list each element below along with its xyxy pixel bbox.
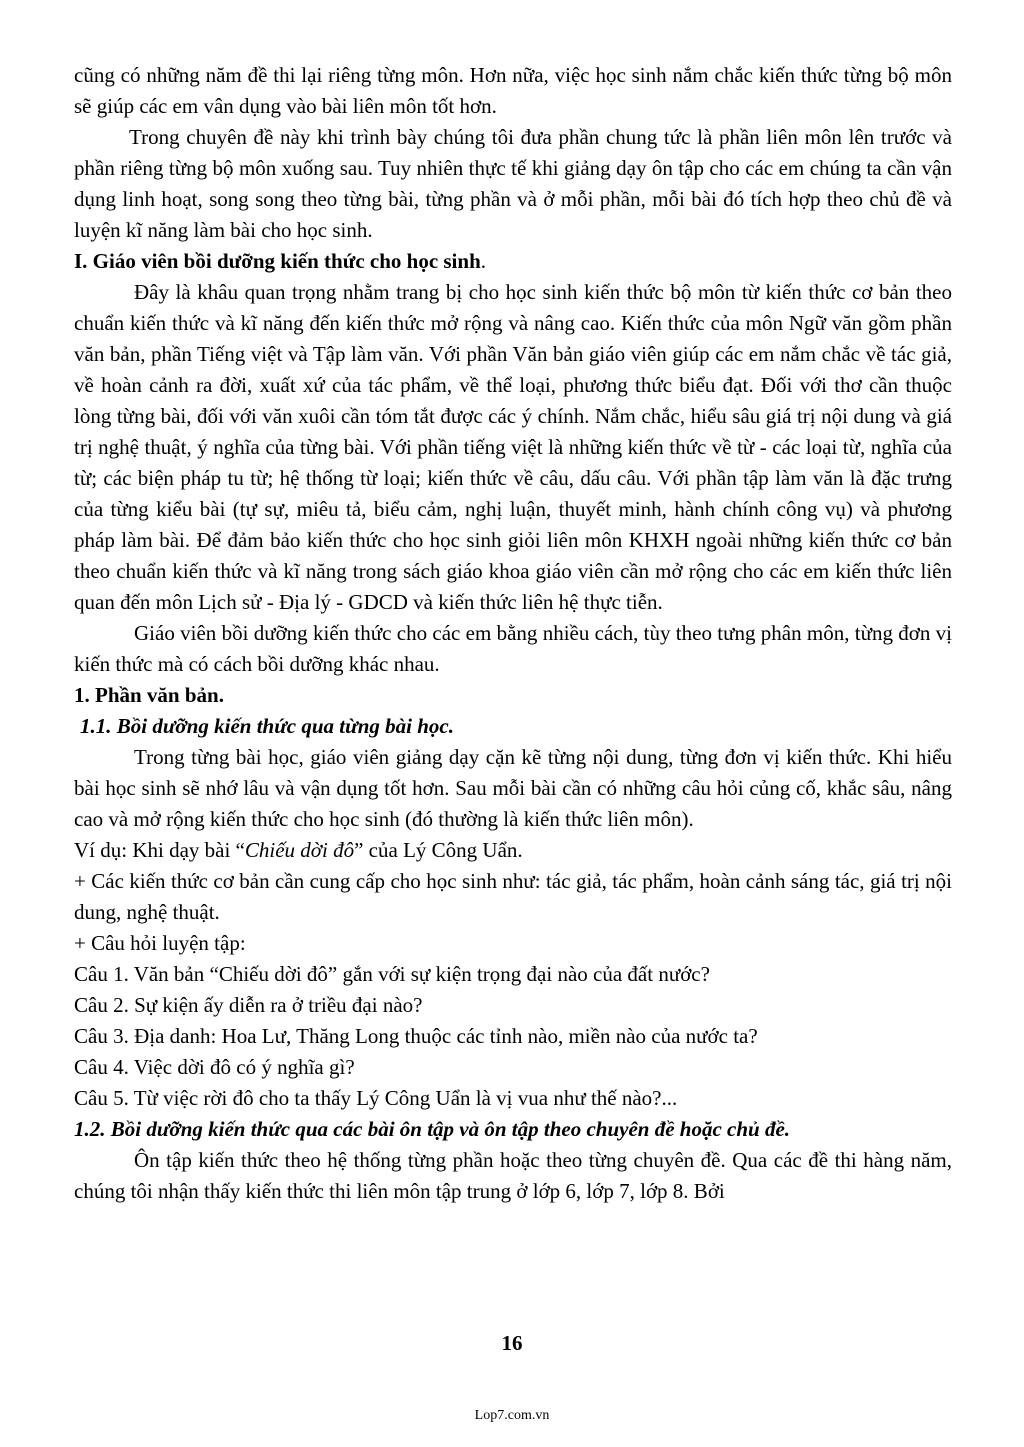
paragraph-review: Ôn tập kiến thức theo hệ thống từng phần hoặc theo từng chuyên đề. Qua các đề thi hàng năm, chúng tôi nhận thấy kiến thức thi liên môn tập trung ở lớp 6, lớp 7, lớp 8. Bởi: [74, 1148, 952, 1203]
paragraph-knowledge: Đây là khâu quan trọng nhằm trang bị cho học sinh kiến thức bộ môn từ kiến thức cơ bản theo chuẩn kiến thức và kĩ năng đến kiến thức mở rộng và nâng cao. Kiến thức của môn Ngữ văn gồm phần văn bản, phần Tiếng việt và Tập làm văn. Với phần Văn bản giáo viên giúp các em nắm chắc về tác giả, về hoàn cảnh ra đời, xuất xứ của tác phẩm, về thể loại, phương thức biểu đạt. Đối với thơ cần thuộc lòng từng bài, đối với văn xuôi cần tóm tắt được các ý chính. Nắm chắc, hiểu sâu giá trị nội dung và giá trị nghệ thuật, ý nghĩa của từng bài. Với phần tiếng việt là những kiến thức về từ - các loại từ, nghĩa của từ; các biện pháp tu từ; hệ thống từ loại; kiến thức về câu, dấu câu. Với phần tập làm văn là đặc trưng của từng kiểu bài (tự sự, miêu tả, biểu cảm, nghị luận, thuyết minh, hành chính công vụ) và phương pháp làm bài. Để đảm bảo kiến thức cho học sinh giỏi liên môn KHXH ngoài những kiến thức cơ bản theo chuẩn kiến thức và kĩ năng trong sách giáo khoa giáo viên cần mở rộng cho các em kiến thức liên quan đến môn Lịch sử - Địa lý - GDCD và kiến thức liên hệ thực tiễn.: [74, 280, 952, 614]
question-item: Câu 2. Sự kiện ấy diễn ra ở triều đại nào?: [74, 993, 423, 1017]
question-item: Câu 4. Việc dời đô có ý nghĩa gì?: [74, 1055, 355, 1079]
paragraph-practice-questions: + Câu hỏi luyện tập:: [74, 931, 246, 955]
example-title: Chiếu dời đô: [244, 838, 355, 862]
example-suffix: ” của Lý Công Uẩn.: [354, 838, 523, 862]
paragraph-structure: Trong chuyên đề này khi trình bày chúng tôi đưa phần chung tức là phần liên môn lên trước và phần riêng từng bộ môn xuống sau. Tuy nhiên thực tế khi giảng dạy ôn tập cho các em chúng ta cần vận dụng linh hoạt, song song theo từng bài, từng phần và ở mỗi phần, mỗi bài đó tích hợp theo chủ đề và luyện kĩ năng làm bài cho học sinh.: [74, 125, 952, 242]
document-body: [74, 60, 952, 1207]
section-heading-i-period: .: [480, 249, 487, 273]
section-heading-1-2: 1.2. Bồi dưỡng kiến thức qua các bài ôn tập và ôn tập theo chuyên đề hoặc chủ đề.: [74, 1117, 791, 1141]
question-item: Câu 1. Văn bản “Chiếu dời đô” gắn với sự kiện trọng đại nào của đất nước?: [74, 962, 710, 986]
paragraph-methods: Giáo viên bồi dưỡng kiến thức cho các em bằng nhiều cách, tùy theo tưng phân môn, từng đơn vị kiến thức mà có cách bồi dưỡng khác nhau.: [74, 621, 952, 676]
question-item: Câu 5. Từ việc rời đô cho ta thấy Lý Công Uẩn là vị vua như thế nào?...: [74, 1086, 678, 1110]
section-heading-i: [74, 246, 952, 277]
example-line: [74, 835, 952, 866]
footer-source: Lop7.com.vn: [474, 1408, 550, 1423]
section-heading-1: 1. Phần văn bản.: [74, 683, 224, 707]
question-item: Câu 3. Địa danh: Hoa Lư, Thăng Long thuộc các tỉnh nào, miền nào của nước ta?: [74, 1024, 758, 1048]
paragraph-basic-knowledge: + Các kiến thức cơ bản cần cung cấp cho học sinh như: tác giả, tác phẩm, hoàn cảnh sáng tác, giá trị nội dung, nghệ thuật.: [74, 869, 952, 924]
paragraph-intro: cũng có những năm đề thi lại riêng từng môn. Hơn nữa, việc học sinh nắm chắc kiến thức từng bộ môn sẽ giúp các em vân dụng vào bài liên môn tốt hơn.: [74, 63, 952, 118]
section-heading-1-1: 1.1. Bồi dưỡng kiến thức qua từng bài học.: [80, 714, 454, 738]
section-heading-i-text: I. Giáo viên bồi dưỡng kiến thức cho học sinh: [74, 249, 481, 273]
example-prefix: Ví dụ: Khi dạy bài “: [74, 838, 245, 862]
page-number: 16: [501, 1331, 523, 1355]
paragraph-lesson: Trong từng bài học, giáo viên giảng dạy cặn kẽ từng nội dung, từng đơn vị kiến thức. Khi hiểu bài học sinh sẽ nhớ lâu và vận dụng tốt hơn. Sau mỗi bài cần có những câu hỏi củng cố, khắc sâu, nâng cao và mở rộng kiến thức cho học sinh (đó thường là kiến thức liên môn).: [74, 745, 952, 831]
